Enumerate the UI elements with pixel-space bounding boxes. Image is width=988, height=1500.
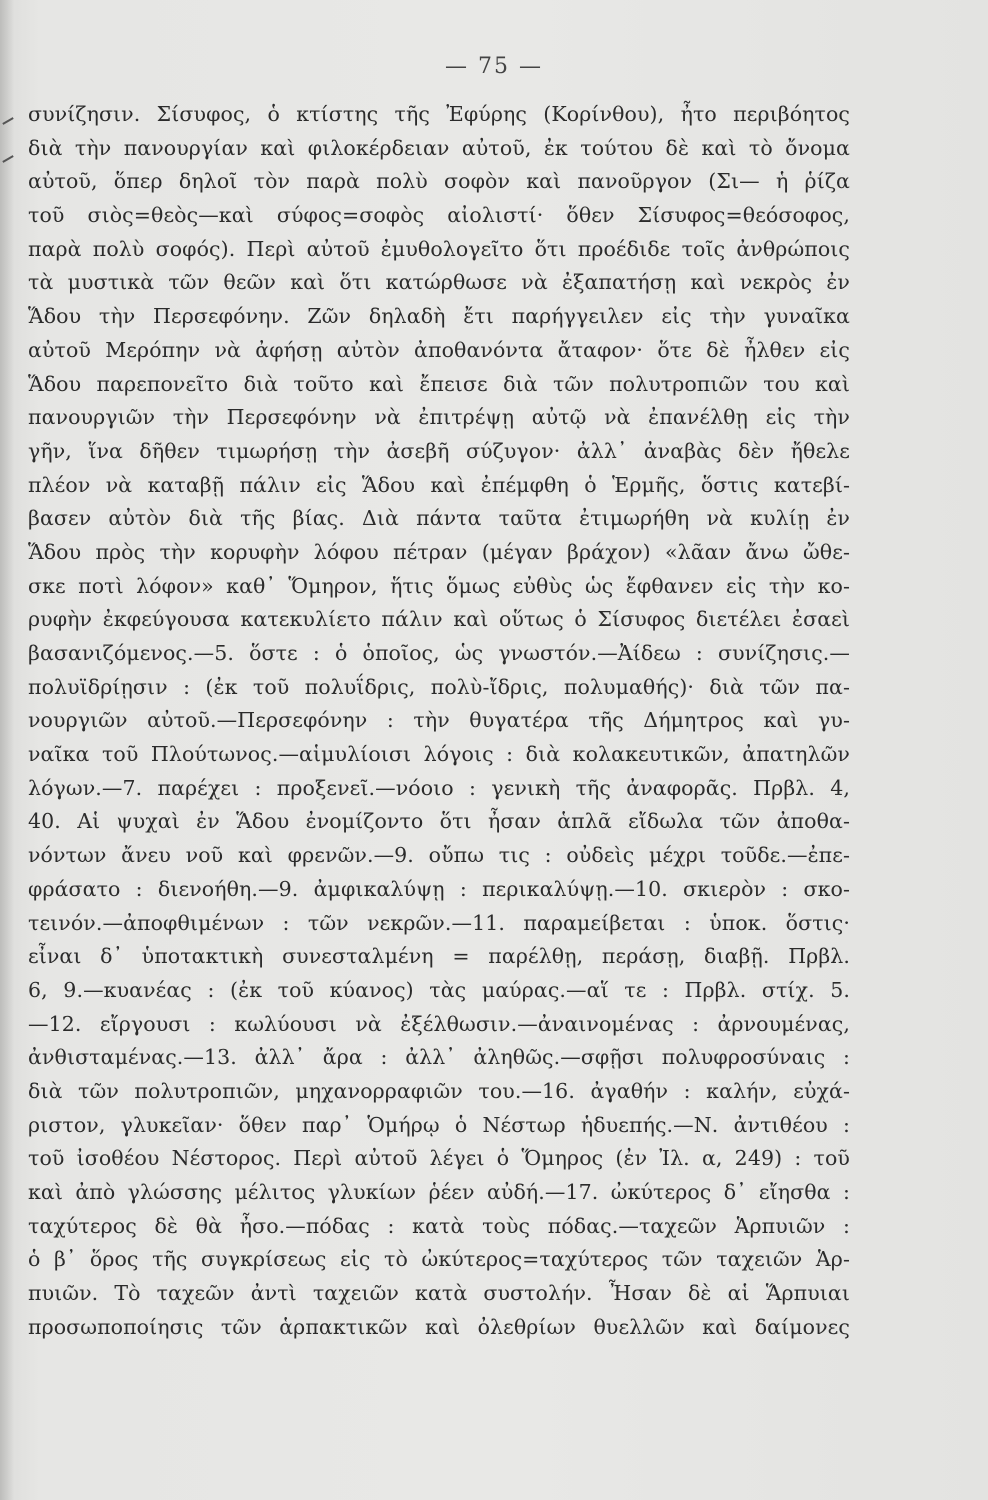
text-line: 6, 9.—κυανέας : (ἐκ τοῦ κύανος) τὰς μαύρας.—αἵ τε : Πρβλ. στίχ. 5.	[28, 977, 850, 1002]
text-line: πανουργιῶν τὴν Περσεφόνην νὰ ἐπιτρέψῃ αὐτῷ νὰ ἐπανέλθῃ εἰς τὴν	[28, 405, 850, 430]
text-line: εἶναι δ᾽ ὑποτακτικὴ συνεσταλμένη = παρέλθῃ, περάσῃ, διαβῇ. Πρβλ.	[28, 944, 850, 969]
text-line: σκε ποτὶ λόφον» καθ᾽ Ὅμηρον, ἥτις ὅμως εὐθὺς ὡς ἔφθανεν εἰς τὴν κο-	[28, 573, 850, 598]
text-line: λόγων.—7. παρέχει : προξενεῖ.—νόοιο : γενικὴ τῆς ἀναφορᾶς. Πρβλ. 4,	[28, 775, 850, 800]
text-line: τὰ μυστικὰ τῶν θεῶν καὶ ὅτι κατώρθωσε νὰ ἐξαπατήσῃ καὶ νεκρὸς ἐν	[28, 270, 850, 295]
text-line: Ἅδου πρὸς τὴν κορυφὴν λόφου πέτραν (μέγαν βράχον) «λᾶαν ἄνω ὤθε-	[28, 539, 850, 564]
text-line: ἀνθισταμένας.—13. ἀλλ᾽ ἄρα : ἀλλ᾽ ἀληθῶς.—σφῇσι πολυφροσύναις :	[28, 1045, 850, 1070]
text-line: Ἅδου τὴν Περσεφόνην. Ζῶν δηλαδὴ ἔτι παρήγγειλεν εἰς τὴν γυναῖκα	[28, 304, 850, 329]
spine-shadow	[0, 0, 14, 1500]
text-line: ριστον, γλυκεῖαν· ὅθεν παρ᾽ Ὁμήρῳ ὁ Νέστωρ ἡδυεπής.—Ν. ἀντιθέου :	[28, 1112, 850, 1137]
text-line: ρυφὴν ἐκφεύγουσα κατεκυλίετο πάλιν καὶ οὕτως ὁ Σίσυφος διετέλει ἐσαεὶ	[28, 607, 850, 632]
text-line: τοῦ ἰσοθέου Νέστορος. Περὶ αὐτοῦ λέγει ὁ Ὅμηρος (ἐν Ἰλ. α, 249) : τοῦ	[28, 1146, 850, 1171]
text-line: διὰ τῶν πολυτροπιῶν, μηχανορραφιῶν του.—16. ἀγαθήν : καλήν, εὐχά-	[28, 1078, 850, 1103]
text-line: αὐτοῦ, ὅπερ δηλοῖ τὸν παρὰ πολὺ σοφὸν καὶ πανοῦργον (Σι— ἡ ῥίζα	[28, 169, 850, 194]
text-line: τοῦ σιὸς=θεὸς—καὶ σύφος=σοφὸς αἰολιστί· ὅθεν Σίσυφος=θεόσοφος,	[28, 203, 850, 228]
text-line: Ἅδου παρεπονεῖτο διὰ τοῦτο καὶ ἔπεισε διὰ τῶν πολυτροπιῶν του καὶ	[28, 371, 850, 396]
text-line: νουργιῶν αὐτοῦ.—Περσεφόνην : τὴν θυγατέρα τῆς Δήμητρος καὶ γυ-	[28, 708, 850, 733]
text-line: πλέον νὰ καταβῇ πάλιν εἰς Ἅδου καὶ ἐπέμφθη ὁ Ἑρμῆς, ὅστις κατεβί-	[28, 472, 850, 497]
text-line: καὶ ἀπὸ γλώσσης μέλιτος γλυκίων ῥέεν αὐδή.—17. ὠκύτερος δ᾽ εἴησθα :	[28, 1180, 850, 1204]
page-number: — 75 —	[445, 54, 543, 79]
text-line: 40. Αἱ ψυχαὶ ἐν Ἅδου ἐνομίζοντο ὅτι ἦσαν ἁπλᾶ εἴδωλα τῶν ἀποθα-	[28, 809, 850, 834]
text-line: —12. εἴργουσι : κωλύουσι νὰ ἐξέλθωσιν.—ἀναινομένας : ἀρνουμένας,	[28, 1011, 850, 1036]
text-line: φράσατο : διενοήθη.—9. ἀμφικαλύψῃ : περικαλύψῃ.—10. σκιερὸν : σκο-	[28, 876, 850, 901]
text-line: ταχύτερος δὲ θὰ ἦσο.—πόδας : κατὰ τοὺς πόδας.—ταχεῶν Ἁρπυιῶν :	[28, 1213, 850, 1238]
text-line: πολυϊδρίῃσιν : (ἐκ τοῦ πολυΐδρις, πολὺ-ἴδρις, πολυμαθής)· διὰ τῶν πα-	[28, 674, 850, 699]
text-line: αὐτοῦ Μερόπην νὰ ἀφήσῃ αὐτὸν ἀποθανόντα ἄταφον· ὅτε δὲ ἦλθεν εἰς	[28, 337, 850, 362]
page-text	[28, 98, 850, 1344]
text-line: πυιῶν. Τὸ ταχεῶν ἀντὶ ταχειῶν κατὰ συστολήν. Ἦσαν δὲ αἱ Ἅρπυιαι	[28, 1281, 850, 1306]
text-line: διὰ τὴν πανουργίαν καὶ φιλοκέρδειαν αὐτοῦ, ἐκ τούτου δὲ καὶ τὸ ὄνομα	[28, 135, 850, 160]
text-line: ὁ β᾽ ὅρος τῆς συγκρίσεως εἰς τὸ ὠκύτερος=ταχύτερος τῶν ταχειῶν Ἁρ-	[28, 1247, 850, 1272]
text-line: τεινόν.—ἀποφθιμένων : τῶν νεκρῶν.—11. παραμείβεται : ὑποκ. ὅστις·	[28, 910, 850, 935]
text-line: παρὰ πολὺ σοφός). Περὶ αὐτοῦ ἐμυθολογεῖτο ὅτι προέδιδε τοῖς ἀνθρώποις	[28, 236, 850, 261]
text-line: βασεν αὐτὸν διὰ τῆς βίας. Διὰ πάντα ταῦτα ἐτιμωρήθη νὰ κυλίῃ ἐν	[28, 506, 850, 531]
text-line: γῆν, ἵνα δῆθεν τιμωρήσῃ τὴν ἀσεβῆ σύζυγον· ἀλλ᾽ ἀναβὰς δὲν ἤθελε	[28, 438, 850, 463]
text-line: συνίζησιν. Σίσυφος, ὁ κτίστης τῆς Ἐφύρης (Κορίνθου), ἦτο περιβόητος	[28, 102, 850, 126]
text-line: ναῖκα τοῦ Πλούτωνος.—αἱμυλίοισι λόγοις : διὰ κολακευτικῶν, ἀπατηλῶν	[28, 742, 850, 767]
text-line: νόντων ἄνευ νοῦ καὶ φρενῶν.—9. οὔπω τις : οὐδεὶς μέχρι τοῦδε.—ἐπε-	[28, 843, 850, 868]
text-line: βασανιζόμενος.—5. ὅστε : ὁ ὁποῖος, ὡς γνωστόν.—Ἀίδεω : συνίζησις.—	[28, 641, 850, 665]
text-line: προσωποποίησις τῶν ἁρπακτικῶν καὶ ὀλεθρίων θυελλῶν καὶ δαίμονες	[28, 1314, 850, 1339]
